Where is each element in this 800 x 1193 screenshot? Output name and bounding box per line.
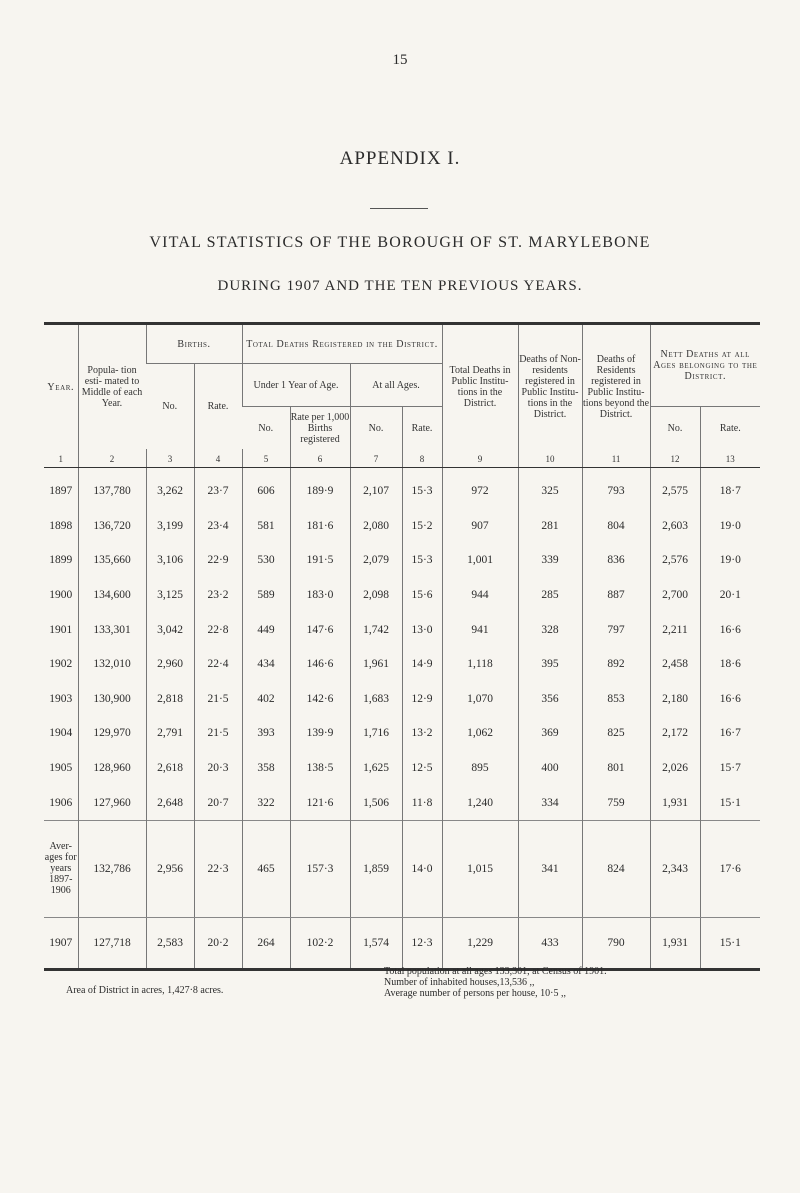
table-cell: 606 bbox=[242, 468, 290, 509]
vital-statistics-table bbox=[44, 322, 760, 971]
table-row bbox=[44, 612, 760, 647]
table-cell: 1,742 bbox=[350, 612, 402, 647]
table-cell: 1,931 bbox=[650, 917, 700, 969]
table-cell: 2,618 bbox=[146, 751, 194, 786]
table-cell: 804 bbox=[582, 509, 650, 544]
table-cell: 139·9 bbox=[290, 716, 350, 751]
table-cell: 18·6 bbox=[700, 647, 760, 682]
table-cell: 130,900 bbox=[78, 682, 146, 717]
table-cell: 23·7 bbox=[194, 468, 242, 509]
table-cell: 1,961 bbox=[350, 647, 402, 682]
column-number: 3 bbox=[146, 449, 194, 468]
table-cell: 15·7 bbox=[700, 751, 760, 786]
header-year: Year. bbox=[47, 381, 75, 393]
column-number: 8 bbox=[402, 449, 442, 468]
header-non-residents: Deaths of Non- residents registered in Public Institu- tions in the District. bbox=[518, 324, 582, 450]
header-under-1-rate: Rate per 1,000 Births registered bbox=[290, 407, 350, 450]
table-cell: 3,125 bbox=[146, 578, 194, 613]
table-cell: 15·1 bbox=[700, 917, 760, 969]
table-cell: 285 bbox=[518, 578, 582, 613]
table-cell: 759 bbox=[582, 785, 650, 820]
year-cell: 1904 bbox=[49, 727, 73, 740]
table-cell: 128,960 bbox=[78, 751, 146, 786]
header-total-public-institutions: Total Deaths in Public Institu- tions in the District. bbox=[442, 324, 518, 450]
table-cell: 23·4 bbox=[194, 509, 242, 544]
header-under-1-no: No. bbox=[242, 407, 290, 450]
table-cell: 133,301 bbox=[78, 612, 146, 647]
averages-row bbox=[44, 820, 760, 917]
table-cell: 325 bbox=[518, 468, 582, 509]
table-cell: 1,015 bbox=[442, 820, 518, 917]
table-cell: 2,079 bbox=[350, 543, 402, 578]
table-cell: 941 bbox=[442, 612, 518, 647]
table-cell: 127,718 bbox=[78, 917, 146, 969]
table-cell: 15·3 bbox=[402, 543, 442, 578]
table-cell: 16·6 bbox=[700, 682, 760, 717]
table-cell: 1,716 bbox=[350, 716, 402, 751]
table-cell: 264 bbox=[242, 917, 290, 969]
table-cell: 22·9 bbox=[194, 543, 242, 578]
table-cell: 793 bbox=[582, 468, 650, 509]
table-cell: 2,700 bbox=[650, 578, 700, 613]
table-cell: 20·2 bbox=[194, 917, 242, 969]
table-cell: 2,603 bbox=[650, 509, 700, 544]
table-cell: 13·2 bbox=[402, 716, 442, 751]
table-cell: 102·2 bbox=[290, 917, 350, 969]
table-cell: 972 bbox=[442, 468, 518, 509]
column-number: 2 bbox=[78, 449, 146, 468]
column-number: 6 bbox=[290, 449, 350, 468]
table-cell: 12·5 bbox=[402, 751, 442, 786]
table-cell: 358 bbox=[242, 751, 290, 786]
table-cell: 2,818 bbox=[146, 682, 194, 717]
table-cell: 1,118 bbox=[442, 647, 518, 682]
table-cell: 402 bbox=[242, 682, 290, 717]
table-cell: 138·5 bbox=[290, 751, 350, 786]
year-cell: 1899 bbox=[49, 554, 73, 567]
table-cell: 146·6 bbox=[290, 647, 350, 682]
table-cell: 132,010 bbox=[78, 647, 146, 682]
vital-statistics-table-container bbox=[44, 322, 760, 971]
table-row bbox=[44, 751, 760, 786]
table-cell: 16·6 bbox=[700, 612, 760, 647]
table-cell: 15·6 bbox=[402, 578, 442, 613]
table-cell: 1,062 bbox=[442, 716, 518, 751]
table-cell: 825 bbox=[582, 716, 650, 751]
table-cell: 21·5 bbox=[194, 682, 242, 717]
table-cell: 15·3 bbox=[402, 468, 442, 509]
table-row bbox=[44, 647, 760, 682]
header-births: Births. bbox=[146, 324, 242, 364]
year-cell: 1905 bbox=[49, 762, 73, 775]
column-number: 10 bbox=[518, 449, 582, 468]
column-number-row bbox=[44, 449, 760, 468]
table-cell: 135,660 bbox=[78, 543, 146, 578]
table-body bbox=[44, 468, 760, 970]
column-number: 13 bbox=[700, 449, 760, 468]
table-row bbox=[44, 509, 760, 544]
table-cell: 134,600 bbox=[78, 578, 146, 613]
table-cell: 1,859 bbox=[350, 820, 402, 917]
table-cell: 393 bbox=[242, 716, 290, 751]
table-cell: 2,343 bbox=[650, 820, 700, 917]
table-cell: 3,262 bbox=[146, 468, 194, 509]
table-cell: 1,683 bbox=[350, 682, 402, 717]
header-under-1-year: Under 1 Year of Age. bbox=[242, 364, 350, 407]
table-cell: 1907 bbox=[49, 936, 73, 949]
table-cell: 18·7 bbox=[700, 468, 760, 509]
table-cell: 191·5 bbox=[290, 543, 350, 578]
header-all-ages-rate: Rate. bbox=[402, 407, 442, 450]
table-cell: 142·6 bbox=[290, 682, 350, 717]
table-cell: 1,506 bbox=[350, 785, 402, 820]
table-cell: 589 bbox=[242, 578, 290, 613]
header-nett-rate: Rate. bbox=[700, 407, 760, 450]
table-cell: 328 bbox=[518, 612, 582, 647]
table-cell: 281 bbox=[518, 509, 582, 544]
table-cell: 14·0 bbox=[402, 820, 442, 917]
year-cell: 1898 bbox=[49, 519, 73, 532]
table-cell: 181·6 bbox=[290, 509, 350, 544]
year-cell: 1901 bbox=[49, 623, 73, 636]
table-cell: 127,960 bbox=[78, 785, 146, 820]
table-cell: 20·7 bbox=[194, 785, 242, 820]
table-cell: 11·8 bbox=[402, 785, 442, 820]
table-cell: 183·0 bbox=[290, 578, 350, 613]
table-cell: 334 bbox=[518, 785, 582, 820]
table-cell: 892 bbox=[582, 647, 650, 682]
table-cell: 2,575 bbox=[650, 468, 700, 509]
year-cell: 1902 bbox=[49, 658, 73, 671]
table-cell: 797 bbox=[582, 612, 650, 647]
table-cell: 2,458 bbox=[650, 647, 700, 682]
table-row bbox=[44, 785, 760, 820]
table-cell: 465 bbox=[242, 820, 290, 917]
header-total-deaths-registered: Total Deaths Registered in the District. bbox=[242, 324, 442, 364]
table-cell: 824 bbox=[582, 820, 650, 917]
table-cell: 790 bbox=[582, 917, 650, 969]
table-cell: 1,625 bbox=[350, 751, 402, 786]
table-cell: 2,172 bbox=[650, 716, 700, 751]
table-cell: 21·5 bbox=[194, 716, 242, 751]
header-births-no: No. bbox=[146, 364, 194, 450]
table-cell: 2,026 bbox=[650, 751, 700, 786]
table-cell: 907 bbox=[442, 509, 518, 544]
table-cell: 2,180 bbox=[650, 682, 700, 717]
table-cell: 2,960 bbox=[146, 647, 194, 682]
page-number: 15 bbox=[392, 52, 408, 68]
column-number: 1 bbox=[44, 449, 78, 468]
table-cell: 22·8 bbox=[194, 612, 242, 647]
table-cell: 15·2 bbox=[402, 509, 442, 544]
table-cell: 129,970 bbox=[78, 716, 146, 751]
table-cell: 19·0 bbox=[700, 509, 760, 544]
table-cell: 3,199 bbox=[146, 509, 194, 544]
year-cell: 1900 bbox=[49, 589, 73, 602]
table-cell: 853 bbox=[582, 682, 650, 717]
table-cell: 19·0 bbox=[700, 543, 760, 578]
column-number: 11 bbox=[582, 449, 650, 468]
table-cell: 20·3 bbox=[194, 751, 242, 786]
footnote-houses: Number of inhabited houses,13,536 ,, bbox=[384, 977, 535, 988]
table-cell: 1,229 bbox=[442, 917, 518, 969]
table-cell: 1,070 bbox=[442, 682, 518, 717]
header-all-ages-no: No. bbox=[350, 407, 402, 450]
table-cell: 2,576 bbox=[650, 543, 700, 578]
table-cell: 433 bbox=[518, 917, 582, 969]
table-cell: 1,574 bbox=[350, 917, 402, 969]
table-cell: 530 bbox=[242, 543, 290, 578]
table-cell: 22·4 bbox=[194, 647, 242, 682]
header-births-rate: Rate. bbox=[194, 364, 242, 450]
table-cell: 836 bbox=[582, 543, 650, 578]
table-cell: 14·9 bbox=[402, 647, 442, 682]
table-cell: 22·3 bbox=[194, 820, 242, 917]
table-cell: 341 bbox=[518, 820, 582, 917]
year-cell: 1906 bbox=[49, 796, 73, 809]
table-cell: 2,107 bbox=[350, 468, 402, 509]
table-row bbox=[44, 468, 760, 509]
table-cell: 2,098 bbox=[350, 578, 402, 613]
table-cell: 17·6 bbox=[700, 820, 760, 917]
table-cell: 2,583 bbox=[146, 917, 194, 969]
table-title-line-1: VITAL STATISTICS OF THE BOROUGH OF ST. MARYLEBONE bbox=[149, 234, 651, 251]
table-row bbox=[44, 543, 760, 578]
table-cell: 2,080 bbox=[350, 509, 402, 544]
table-cell: 15·1 bbox=[700, 785, 760, 820]
divider bbox=[370, 208, 428, 209]
table-cell: 322 bbox=[242, 785, 290, 820]
table-cell: 13·0 bbox=[402, 612, 442, 647]
table-cell: 2,791 bbox=[146, 716, 194, 751]
table-cell: 16·7 bbox=[700, 716, 760, 751]
column-number: 12 bbox=[650, 449, 700, 468]
table-row bbox=[44, 578, 760, 613]
table-cell: 23·2 bbox=[194, 578, 242, 613]
footnote-persons: Average number of persons per house, 10·5 ,, bbox=[384, 988, 566, 999]
table-cell: 20·1 bbox=[700, 578, 760, 613]
table-cell: 895 bbox=[442, 751, 518, 786]
table-cell: 137,780 bbox=[78, 468, 146, 509]
table-cell: 339 bbox=[518, 543, 582, 578]
table-cell: 132,786 bbox=[78, 820, 146, 917]
column-number: 5 bbox=[242, 449, 290, 468]
table-cell: 3,106 bbox=[146, 543, 194, 578]
table-cell: 136,720 bbox=[78, 509, 146, 544]
table-cell: 189·9 bbox=[290, 468, 350, 509]
table-cell: 356 bbox=[518, 682, 582, 717]
footnote-area: Area of District in acres, 1,427·8 acres. bbox=[66, 985, 224, 996]
table-cell: 395 bbox=[518, 647, 582, 682]
table-cell: 1,240 bbox=[442, 785, 518, 820]
table-cell: 887 bbox=[582, 578, 650, 613]
table-row bbox=[44, 682, 760, 717]
column-number: 4 bbox=[194, 449, 242, 468]
header-residents-beyond: Deaths of Residents registered in Public Institu- tions beyond the District. bbox=[582, 324, 650, 450]
table-cell: 147·6 bbox=[290, 612, 350, 647]
footnote-census bbox=[384, 966, 607, 999]
table-cell: 157·3 bbox=[290, 820, 350, 917]
column-number: 7 bbox=[350, 449, 402, 468]
table-cell: 12·9 bbox=[402, 682, 442, 717]
footnote-population: Total population at all ages 133,301, at Census of 1901. bbox=[384, 966, 607, 977]
header-all-ages: At all Ages. bbox=[350, 364, 442, 407]
table-cell: 2,648 bbox=[146, 785, 194, 820]
year-1907-row bbox=[44, 917, 760, 969]
table-cell: 400 bbox=[518, 751, 582, 786]
year-cell: 1903 bbox=[49, 692, 73, 705]
table-cell: 944 bbox=[442, 578, 518, 613]
year-cell: 1897 bbox=[49, 485, 73, 498]
table-row bbox=[44, 716, 760, 751]
table-cell: 1,931 bbox=[650, 785, 700, 820]
table-cell: 434 bbox=[242, 647, 290, 682]
table-cell: 12·3 bbox=[402, 917, 442, 969]
table-cell: 581 bbox=[242, 509, 290, 544]
table-title-line-2: DURING 1907 AND THE TEN PREVIOUS YEARS. bbox=[217, 278, 583, 294]
table-cell: 121·6 bbox=[290, 785, 350, 820]
appendix-heading: APPENDIX I. bbox=[339, 148, 461, 169]
column-number: 9 bbox=[442, 449, 518, 468]
table-cell: 1,001 bbox=[442, 543, 518, 578]
header-nett-deaths: Nett Deaths at all Ages belonging to the District. bbox=[650, 324, 760, 407]
header-population: Popula- tion esti- mated to Middle of each Year. bbox=[78, 324, 146, 450]
table-cell: 3,042 bbox=[146, 612, 194, 647]
averages-label: Aver- ages for years 1897- 1906 bbox=[44, 820, 78, 917]
header-nett-no: No. bbox=[650, 407, 700, 450]
table-cell: 801 bbox=[582, 751, 650, 786]
table-cell: 2,956 bbox=[146, 820, 194, 917]
table-cell: 2,211 bbox=[650, 612, 700, 647]
table-cell: 369 bbox=[518, 716, 582, 751]
table-cell: 449 bbox=[242, 612, 290, 647]
